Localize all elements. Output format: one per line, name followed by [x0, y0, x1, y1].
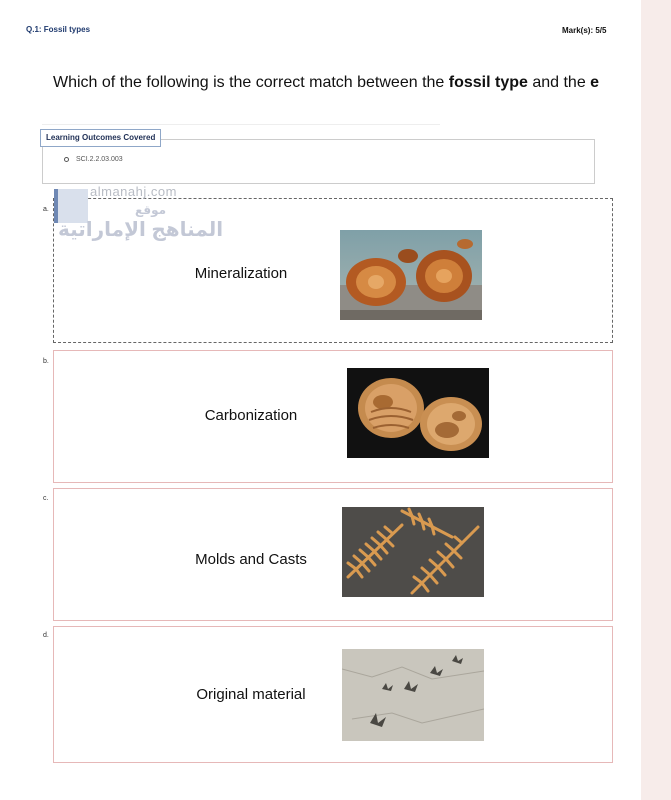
question-number: Q.1: Fossil types [26, 25, 91, 34]
option-b-card[interactable] [53, 350, 613, 483]
watermark-site: almanahj.com [90, 184, 177, 199]
option-c-card[interactable] [53, 488, 613, 621]
right-side-strip [641, 0, 671, 800]
option-d-card[interactable] [53, 626, 613, 763]
option-letter-b: b. [43, 358, 49, 365]
option-c-label: Molds and Casts [195, 551, 307, 568]
option-letter-a: a. [43, 206, 49, 213]
option-letter-d: d. [43, 632, 49, 639]
watermark-arabic: موقع المناهج الإماراتية [58, 203, 224, 241]
option-b-label: Carbonization [204, 407, 298, 424]
marks-label: Mark(s): 5/5 [562, 26, 607, 35]
divider [42, 124, 440, 125]
fern-imprint-image [342, 507, 484, 597]
option-d-label: Original material [196, 686, 306, 703]
option-letter-c: c. [43, 495, 49, 502]
bullet-icon [64, 157, 69, 162]
dinosaur-footprints-image [342, 649, 484, 741]
question-text: Which of the following is the correct match between the fossil type and the e [53, 74, 600, 91]
learning-outcome-item: SCI.2.2.03.003 [64, 156, 123, 163]
learning-outcomes-title: Learning Outcomes Covered [40, 129, 161, 147]
trilobite-fossil-image [347, 368, 489, 458]
option-a-label: Mineralization [194, 265, 288, 282]
petrified-wood-image [340, 230, 482, 320]
